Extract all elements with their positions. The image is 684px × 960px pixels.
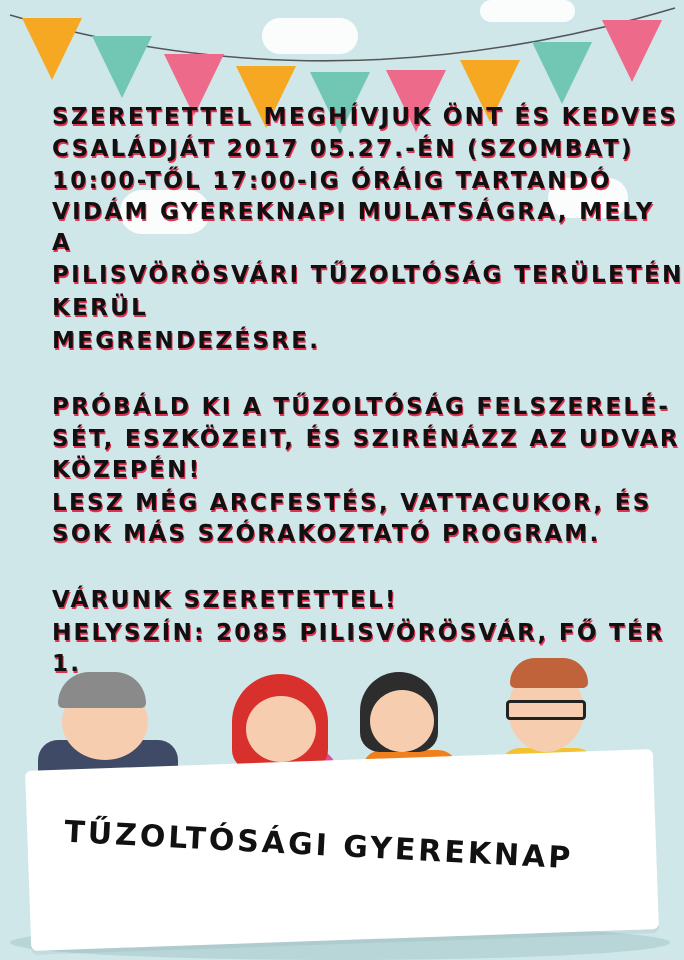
closing-line: VÁRUNK SZERETETTEL! [52,587,398,613]
invitation-line: KERÜL [52,295,149,321]
invitation-line: MEGRENDEZÉSRE. [52,328,321,354]
closing-line: HELYSZÍN: 2085 PILISVÖRÖSVÁR, FŐ TÉR [52,620,666,646]
bunting-flag [602,20,662,82]
activities-line: KÖZEPÉN! [52,457,202,483]
invitation-line: 10:00-TŐL 17:00-IG ÓRÁIG TARTANDÓ [52,168,612,194]
invitation-line: PILISVÖRÖSVÁRI TŰZOLTÓSÁG TERÜLETÉN [52,262,684,288]
closing-line: 1. [52,651,82,677]
bunting-flag [22,18,82,80]
bunting-flag [92,36,152,98]
banner-title: TŰZOLTÓSÁGI GYEREKNAP [63,814,575,877]
bunting-flag [532,42,592,104]
activities-line: SÉT, ESZKÖZEIT, ÉS SZIRÉNÁZZ AZ UDVAR [52,426,680,452]
invitation-line: A [52,230,73,256]
activities-line: LESZ MÉG ARCFESTÉS, VATTACUKOR, ÉS [52,490,652,516]
invitation-line: SZERETETTEL MEGHÍVJUK ÖNT ÉS KEDVES [52,104,679,130]
activities-line: PRÓBÁLD KI A TŰZOLTÓSÁG FELSZERELÉ- [52,394,671,420]
invitation-line: VIDÁM GYEREKNAPI MULATSÁGRA, MELY [52,199,655,225]
activities-line: SOK MÁS SZÓRAKOZTATÓ PROGRAM. [52,521,601,547]
invitation-line: CSALÁDJÁT 2017 05.27.-ÉN (SZOMBAT) [52,136,634,162]
